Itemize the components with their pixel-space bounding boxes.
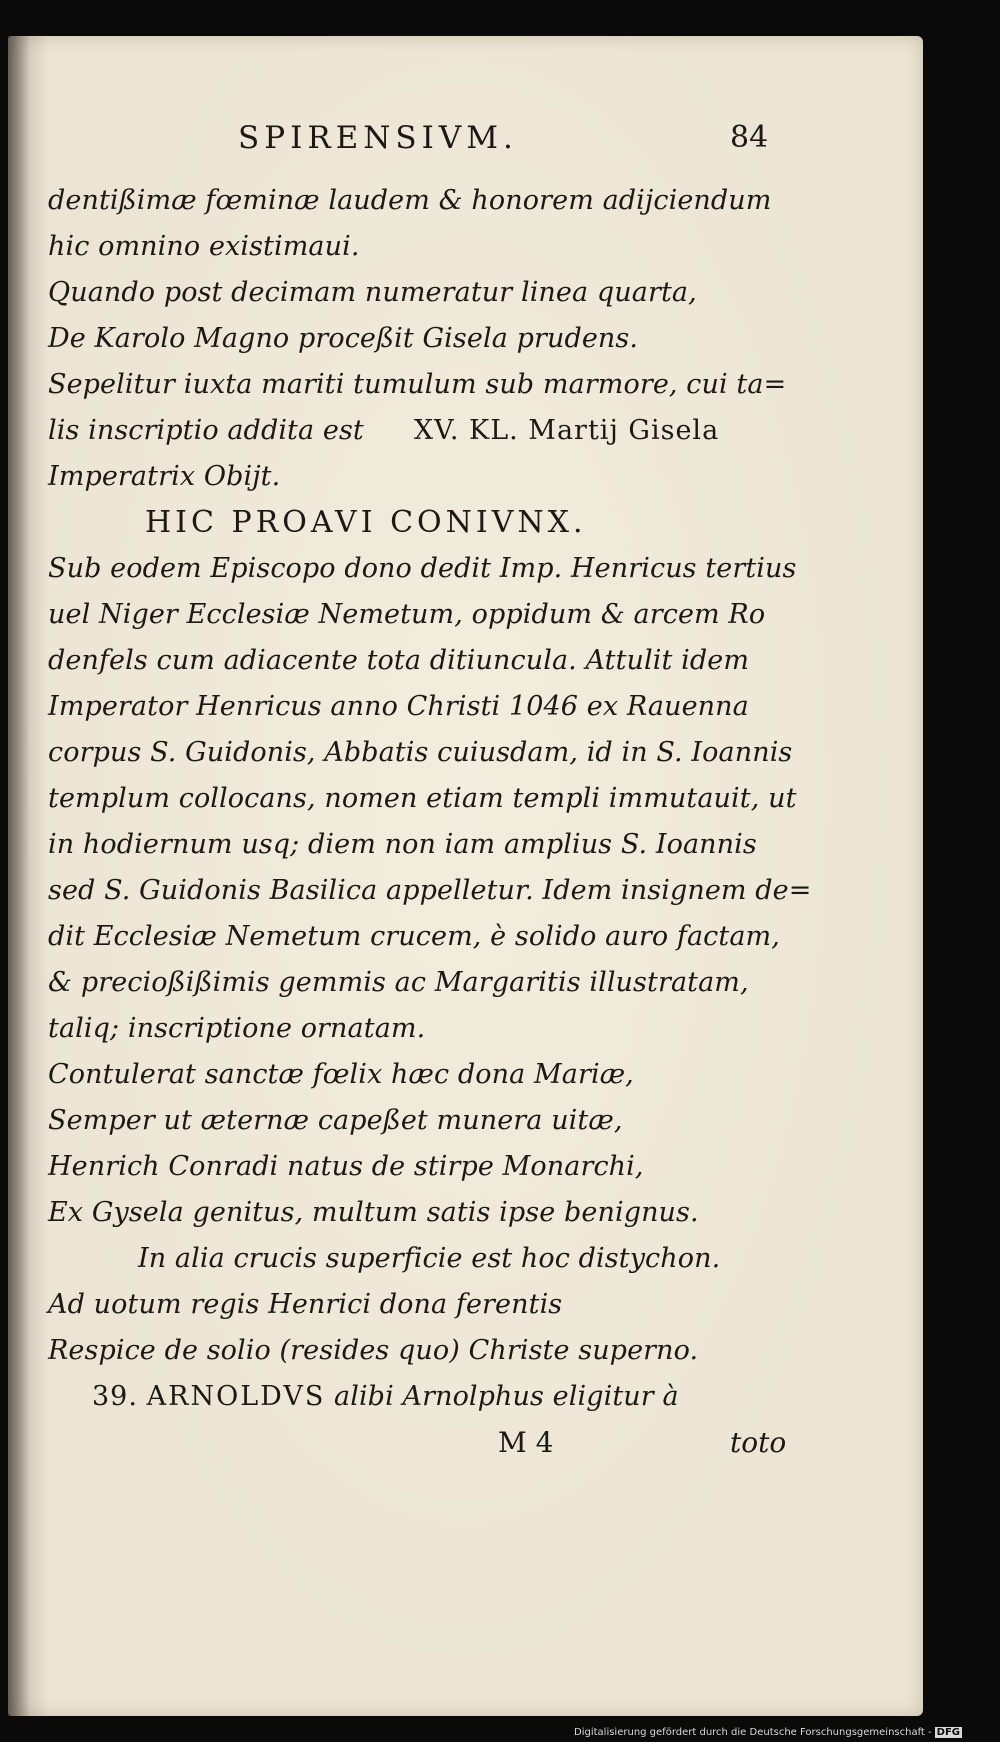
bishop-name: ARNOLDVS bbox=[146, 1381, 326, 1412]
signature-mark: M 4 bbox=[498, 1426, 554, 1459]
page-gutter-shadow bbox=[8, 36, 30, 1716]
text-block bbox=[48, 116, 812, 1466]
text-line: denfels cum adiacente tota ditiuncula. Attulit idem bbox=[48, 645, 750, 676]
verse-line: Quando post decimam numeratur linea quarta, bbox=[48, 277, 697, 308]
text-line: Sub eodem Episcopo dono dedit Imp. Henricus tertius bbox=[48, 553, 797, 584]
inscription-intro: lis inscriptio addita est bbox=[48, 415, 364, 446]
dfg-logo: DFG bbox=[936, 1727, 960, 1738]
text-line: in hodiernum usq; diem non iam amplius S. Ioannis bbox=[48, 829, 757, 860]
digitization-credit bbox=[574, 1727, 962, 1738]
entry-number: 39. bbox=[92, 1381, 138, 1412]
verse-line: Respice de solio (resides quo) Christe superno. bbox=[48, 1335, 699, 1366]
text-line: uel Niger Ecclesiæ Nemetum, oppidum & arcem Ro bbox=[48, 599, 766, 630]
text-line: taliq; inscriptione ornatam. bbox=[48, 1013, 426, 1044]
distich-intro: In alia crucis superficie est hoc distychon. bbox=[138, 1243, 721, 1274]
verse-line: Ex Gysela genitus, multum satis ipse benignus. bbox=[48, 1197, 699, 1228]
text-line: & precioßißimis gemmis ac Margaritis illustratam, bbox=[48, 967, 749, 998]
text-line: sed S. Guidonis Basilica appelletur. Idem insignem de= bbox=[48, 875, 812, 906]
text-line: dentißimæ fœminæ laudem & honorem adijciendum bbox=[48, 185, 772, 216]
page-number: 84 bbox=[730, 120, 769, 155]
verse-line: Henrich Conradi natus de stirpe Monarchi, bbox=[48, 1151, 644, 1182]
text-line: Imperatrix Obijt. bbox=[48, 461, 281, 492]
text-line bbox=[48, 408, 783, 454]
verse-line: Ad uotum regis Henrici dona ferentis bbox=[48, 1289, 563, 1320]
text-line: corpus S. Guidonis, Abbatis cuiusdam, id in S. Ioannis bbox=[48, 737, 793, 768]
credit-text: Digitalisierung gefördert durch die Deutsche Forschungsgemeinschaft - bbox=[574, 1727, 932, 1738]
page-footer bbox=[48, 1420, 787, 1466]
entry-text: alibi Arnolphus eligitur à bbox=[334, 1381, 679, 1412]
verse-line: Contulerat sanctæ fœlix hæc dona Mariæ, bbox=[48, 1059, 634, 1090]
catchword: toto bbox=[730, 1426, 787, 1459]
page-header bbox=[48, 116, 783, 178]
verse-line: De Karolo Magno proceßit Gisela prudens. bbox=[48, 323, 639, 354]
text-line: Imperator Henricus anno Christi 1046 ex Rauenna bbox=[48, 691, 749, 722]
text-line: hic omnino existimaui. bbox=[48, 231, 360, 262]
text-line: dit Ecclesiæ Nemetum crucem, è solido auro factam, bbox=[48, 921, 780, 952]
epitaph-heading: HIC PROAVI CONIVNX. bbox=[145, 505, 587, 540]
epitaph-date: XV. KL. Martij Gisela bbox=[413, 415, 720, 446]
last-text-line bbox=[48, 1374, 783, 1420]
text-line: templum collocans, nomen etiam templi immutauit, ut bbox=[48, 783, 797, 814]
running-head: SPIRENSIVM. bbox=[238, 120, 518, 156]
text-line: Sepelitur iuxta mariti tumulum sub marmore, cui ta= bbox=[48, 369, 787, 400]
book-page bbox=[8, 36, 923, 1716]
verse-line: Semper ut æternæ capeßet munera uitæ, bbox=[48, 1105, 623, 1136]
